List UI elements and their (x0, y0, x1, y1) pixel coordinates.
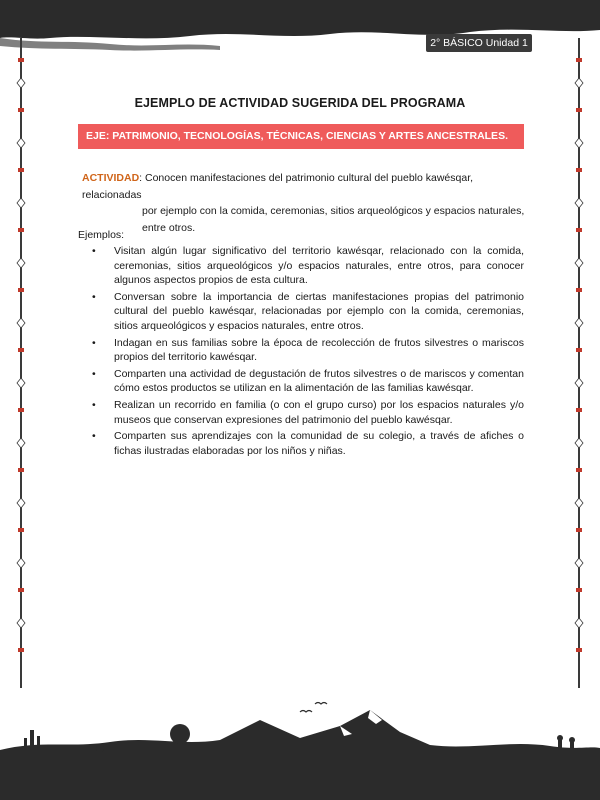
left-woven-border (16, 38, 26, 688)
list-item (78, 367, 524, 396)
bullet-icon: • (92, 336, 96, 349)
list-item-text: Realizan un recorrido en familia (o con el grupo curso) por los espacios naturales y/o museos que conservan expresiones del patrimonio del pueblo kawésqar. (114, 398, 524, 426)
actividad-line-2: por ejemplo con la comida, ceremonias, sitios arqueológicos y espacios naturales, (142, 205, 525, 217)
list-item (78, 244, 524, 288)
list-item-text: Indagan en sus familias sobre la época de recolección de frutos silvestres o mariscos propios del territorio kawésqar. (114, 336, 524, 364)
page-title: EJEMPLO DE ACTIVIDAD SUGERIDA DEL PROGRAMA (134, 96, 466, 110)
bullet-icon: • (92, 290, 96, 303)
ejemplos-list (78, 244, 524, 460)
bullet-icon: • (92, 398, 96, 411)
list-item-text: Comparten una actividad de degustación de frutos silvestres o de mariscos y comentan cómo estos productos se utilizan en la alimentación de las familias kawésqar. (114, 367, 524, 395)
top-brush-band (0, 0, 600, 62)
bottom-landscape-band (0, 690, 600, 800)
list-item (78, 290, 524, 334)
bullet-icon: • (92, 245, 96, 257)
bullet-icon: • (92, 367, 96, 380)
actividad-line-3: entre otros. (142, 221, 196, 234)
right-woven-border (574, 38, 584, 688)
list-item-text: Conversan sobre la importancia de ciertas manifestaciones propias del patrimonio cultural del pueblo kawésqar, relacionadas por ejemplo con la comida, ceremonias, sitios arqueológicos y espacios naturales, entre otros. (114, 290, 524, 332)
list-item-text: Visitan algún lugar significativo del territorio kawésqar, relacionado con la comida, ceremonias, sitios arqueológicos y/o espacios naturales, entre otros, para conocer algunos aspectos propios de esta cultura. (114, 245, 524, 287)
eje-banner: EJE: PATRIMONIO, TECNOLOGÍAS, TÉCNICAS, CIENCIAS Y ARTES ANCESTRALES. (78, 124, 524, 149)
actividad-block (82, 170, 526, 236)
bullet-icon: • (92, 430, 96, 443)
list-item-text: Comparten sus aprendizajes con la comunidad de su colegio, a través de afiches o fichas ilustradas elaboradas por los niños y niñas. (114, 430, 524, 457)
list-item (78, 336, 524, 365)
actividad-label: ACTIVIDAD (82, 172, 140, 184)
list-item (78, 398, 524, 427)
grade-unit-badge: 2° BÁSICO Unidad 1 (426, 34, 532, 52)
ejemplos-label: Ejemplos: (78, 229, 125, 241)
actividad-line-1: : Conocen manifestaciones del patrimonio cultural del pueblo kawésqar, relacionadas (82, 172, 474, 201)
list-item (78, 429, 524, 458)
